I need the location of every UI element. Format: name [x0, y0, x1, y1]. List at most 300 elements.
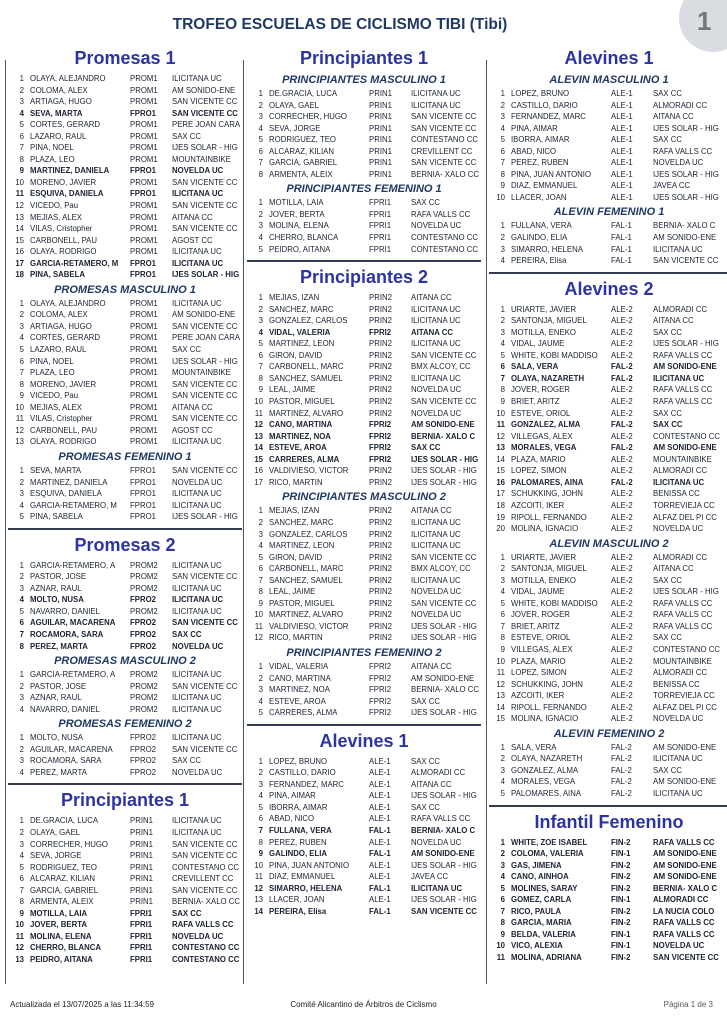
rider-row: [489, 180, 727, 192]
rider-name: MORALES, VEGA: [511, 777, 576, 787]
rider-rank: 4: [19, 767, 24, 777]
rider-club: SAX CC: [411, 198, 441, 208]
rider-rank: 7: [258, 825, 263, 835]
rider-rank: 2: [19, 310, 24, 320]
rider-rank: 4: [500, 587, 505, 597]
column-alevines: [489, 44, 727, 964]
rider-club: ALMORADI CC: [653, 466, 708, 476]
rider-club: SAN VICENTE CC: [653, 953, 719, 962]
rider-club: IJES SOLAR - HIG: [411, 621, 477, 631]
rider-name: WHITE, ZOE ISABEL: [511, 837, 588, 847]
rider-row: [247, 696, 481, 708]
rider-category: ALE-1: [369, 779, 391, 789]
rider-rank: 9: [500, 644, 505, 654]
rider-category: FPRI1: [369, 244, 392, 254]
rider-category: ALE-1: [369, 756, 391, 766]
rider-club: BERNIA- XALO C: [653, 883, 718, 893]
rider-name: COLOMA, ALEX: [30, 310, 88, 320]
rider-row: [489, 100, 727, 112]
rider-club: SAX CC: [172, 756, 202, 766]
rider-name: SANTONJA, MIGUEL: [511, 316, 587, 326]
rider-club: SAX CC: [653, 633, 683, 643]
rider-club: ILICITANA UC: [172, 189, 224, 199]
rider-category: ALE-1: [369, 872, 391, 882]
rider-row: [489, 488, 727, 500]
rider-rank: 14: [254, 443, 263, 453]
rider-club: AITANA CC: [411, 661, 452, 671]
rider-club: SAN VICENTE CC: [172, 851, 238, 861]
rider-name: DE.GRACIA, LUCA: [30, 816, 99, 826]
rider-rank: 5: [258, 135, 263, 145]
rider-club: ILICITANA UC: [653, 754, 703, 764]
rider-rank: 7: [500, 158, 505, 168]
rider-rank: 3: [500, 765, 505, 775]
rider-club: AITANA CC: [411, 293, 452, 303]
rider-row: [489, 837, 727, 849]
rider-rank: 13: [496, 691, 505, 701]
rider-category: FIN-1: [611, 895, 631, 905]
rider-category: PRIN2: [369, 397, 392, 407]
rider-name: ROCAMORA, SARA: [30, 629, 104, 639]
rider-club: SAN VICENTE CC: [411, 552, 477, 562]
rider-club: IJES SOLAR - HIG: [411, 454, 479, 464]
rider-row: [489, 465, 727, 477]
rider-club: SAN VICENTE CC: [172, 572, 238, 582]
rider-category: PRIN1: [369, 100, 392, 110]
rider-category: PRIN1: [130, 885, 153, 895]
rider-row: [247, 123, 481, 135]
rider-category: PROM2: [130, 693, 158, 703]
rider-club: SAN VICENTE CC: [172, 391, 238, 401]
rider-row: [247, 802, 481, 814]
rider-name: GALINDO, ELIA: [511, 233, 568, 243]
rider-category: PROM1: [130, 177, 158, 187]
rider-club: RAFA VALLS CC: [653, 837, 715, 847]
rider-club: SAX CC: [411, 696, 441, 706]
rider-rank: 9: [19, 166, 24, 176]
rider-category: FIN-2: [611, 906, 631, 916]
rider-row: [247, 505, 481, 517]
section-title: Alevines 2: [564, 278, 654, 299]
rider-category: FAL-1: [369, 883, 391, 893]
rider-rank: 12: [496, 431, 505, 441]
rider-category: FPRI1: [369, 221, 392, 231]
rider-rank: 1: [258, 293, 263, 303]
rider-rank: 12: [15, 425, 24, 435]
rider-category: FPRO1: [130, 477, 156, 487]
rider-category: FPRI1: [130, 943, 153, 953]
rider-rank: 8: [19, 897, 24, 907]
rider-rank: 1: [500, 89, 505, 98]
rider-name: COLOMA, ALEX: [30, 85, 88, 95]
rider-name: GARCIA, MARIA: [511, 918, 572, 928]
rider-rank: 3: [500, 860, 505, 870]
rider-club: AITANA CC: [172, 402, 213, 412]
rider-club: IJES SOLAR - HIG: [172, 512, 238, 522]
rider-category: PRIN1: [369, 169, 392, 179]
rider-category: PROM2: [130, 560, 158, 570]
rider-category: PRIN2: [369, 362, 392, 372]
rider-row: [247, 146, 481, 158]
rider-club: CONTESTANO CC: [172, 862, 239, 872]
rider-club: SAN VICENTE CC: [411, 112, 477, 122]
rider-row: [489, 220, 727, 232]
rider-rank: 4: [19, 851, 24, 861]
column-promesas: [8, 44, 242, 966]
rider-rank: 4: [500, 777, 505, 787]
rider-row: [489, 169, 727, 181]
rider-rank: 9: [500, 397, 505, 407]
rider-category: FIN-2: [611, 837, 631, 847]
rider-name: OLAYA, ALEJANDRO: [30, 298, 106, 308]
rider-club: CONTESTANO CC: [411, 233, 478, 243]
rider-club: AM SONIDO-ENE: [653, 860, 717, 870]
rider-rank: 8: [500, 918, 505, 928]
rider-category: PRIN1: [369, 89, 392, 98]
rider-category: ALE-2: [611, 621, 633, 631]
rider-club: ALMORADI CC: [653, 895, 709, 905]
rider-row: [489, 776, 727, 788]
rider-club: BMX ALCOY, CC: [411, 362, 471, 372]
rider-rank: 14: [254, 906, 263, 916]
rider-rank: 6: [258, 564, 263, 574]
rider-row: [489, 940, 727, 952]
rider-row: [247, 632, 481, 644]
rider-club: SAX CC: [172, 131, 202, 141]
rider-category: FPRI1: [369, 209, 392, 219]
rider-row: [8, 594, 242, 606]
rider-name: DE.GRACIA, LUCA: [269, 89, 338, 98]
rider-category: ALE-1: [611, 135, 633, 145]
rider-name: LAZARO, RAUL: [30, 131, 87, 141]
subsection-title: PROMESAS MASCULINO 1: [54, 283, 196, 296]
rider-club: ALMORADI CC: [653, 100, 708, 110]
rider-club: JAVEA CC: [653, 181, 691, 191]
rider-name: CANO, MARTINA: [269, 673, 331, 683]
rider-category: FIN-2: [611, 918, 631, 928]
rider-name: ESTEVE, ORIOL: [511, 633, 571, 643]
rider-row: [489, 702, 727, 714]
rider-row: [247, 111, 481, 123]
rider-category: ALE-1: [611, 181, 633, 191]
section-title: Infantil Femenino: [534, 811, 684, 832]
rider-club: IJES SOLAR - HIG: [411, 895, 477, 905]
rider-name: VIDAL, VALERIA: [269, 661, 329, 671]
rider-rank: 4: [19, 108, 24, 118]
rider-category: PROM1: [130, 201, 158, 211]
rider-category: ALE-1: [611, 89, 633, 98]
rider-club: IJES SOLAR - HIG: [653, 123, 719, 133]
rider-category: ALE-2: [611, 408, 633, 418]
rider-row: [8, 583, 242, 595]
rider-rank: 8: [19, 154, 24, 164]
rider-name: AGUILAR, MACARENA: [30, 618, 116, 628]
rider-rank: 4: [19, 595, 24, 605]
rider-name: PINA, AIMAR: [269, 791, 316, 801]
rider-name: PLAZA, LEO: [30, 368, 75, 378]
rider-name: GARCIA-RETAMERO, M: [30, 500, 117, 510]
rider-name: SANCHEZ, SAMUEL: [269, 373, 343, 383]
rider-row: [8, 425, 242, 437]
rider-club: BENISSA CC: [653, 489, 700, 499]
rider-row: [247, 894, 481, 906]
rider-row: [8, 704, 242, 716]
rider-rank: 3: [500, 244, 505, 254]
rider-club: SAN VICENTE CC: [172, 414, 238, 424]
rider-category: FIN-2: [611, 883, 631, 893]
rider-category: ALE-2: [611, 466, 633, 476]
rider-name: BELDA, VALERIA: [511, 929, 576, 939]
rider-rank: 16: [254, 466, 263, 476]
subsection-title: ALEVIN FEMENINO 2: [553, 727, 665, 740]
rider-row: [8, 942, 242, 954]
rider-name: BRIET, ARITZ: [511, 397, 560, 407]
rider-row: [8, 85, 242, 97]
rider-category: ALE-1: [611, 146, 633, 156]
rider-name: MOLINA, ELENA: [30, 931, 92, 941]
rider-name: ESTEVE, AROA: [269, 443, 327, 453]
rider-category: FAL-2: [611, 765, 632, 775]
rider-rank: 16: [15, 247, 24, 257]
rider-row: [247, 563, 481, 575]
rider-row: [247, 586, 481, 598]
rider-category: PROM2: [130, 583, 158, 593]
rider-name: GONZALEZ, ALMA: [511, 765, 579, 775]
rider-row: [489, 419, 727, 431]
rider-row: [489, 442, 727, 454]
rider-row: [8, 356, 242, 368]
rider-name: PASTOR, JOSE: [30, 572, 87, 582]
rider-row: [489, 894, 727, 906]
rider-category: PRIN2: [369, 466, 392, 476]
rider-club: IJES SOLAR - HIG: [172, 143, 238, 153]
rider-club: RAFA VALLS CC: [653, 146, 713, 156]
rider-row: [247, 575, 481, 587]
rider-row: [8, 827, 242, 839]
rider-category: ALE-2: [611, 714, 633, 724]
column-separator: [243, 60, 244, 984]
rider-rank: 9: [19, 391, 24, 401]
rider-category: PRIN2: [369, 575, 392, 585]
rider-rank: 11: [496, 668, 505, 678]
rider-row: [247, 220, 481, 232]
rider-club: BENISSA CC: [653, 679, 700, 689]
rider-rank: 10: [496, 408, 505, 418]
rider-name: CANO, AINHOA: [511, 872, 569, 882]
rider-club: AM SONIDO-ENE: [653, 233, 717, 243]
rider-category: FPRI1: [369, 233, 392, 243]
rider-category: ALE-2: [611, 489, 633, 499]
rider-name: PEREZ, MARTA: [30, 641, 88, 651]
rider-name: VIDAL, JAUME: [511, 587, 565, 597]
rider-rank: 2: [500, 754, 505, 764]
rider-row: [8, 413, 242, 425]
rider-row: [247, 292, 481, 304]
rider-row: [247, 756, 481, 768]
rider-club: ILICITANA UC: [653, 244, 703, 254]
rider-rank: 5: [19, 512, 24, 522]
rider-club: SAX CC: [653, 575, 683, 585]
rider-club: SAN VICENTE CC: [172, 108, 238, 118]
rider-row: [489, 123, 727, 135]
rider-category: PRIN1: [369, 112, 392, 122]
rider-club: ILICITANA UC: [172, 489, 222, 499]
rider-row: [8, 223, 242, 235]
rider-club: SAN VICENTE CC: [172, 744, 238, 754]
rider-rank: 8: [258, 373, 263, 383]
rider-name: PEIDRO, AITANA: [30, 955, 93, 964]
rider-rank: 13: [254, 895, 263, 905]
rider-row: [489, 860, 727, 872]
rider-category: FAL-2: [611, 362, 633, 372]
rider-club: IJES SOLAR - HIG: [172, 356, 238, 366]
rider-club: CREVILLENT CC: [411, 146, 473, 156]
rider-row: [247, 883, 481, 895]
rider-name: PALOMARES, AINA: [511, 788, 582, 798]
rider-category: ALE-2: [611, 385, 633, 395]
rider-name: MOLINES, SARAY: [511, 883, 578, 893]
rider-club: AGOST CC: [172, 235, 213, 245]
rider-rank: 3: [19, 693, 24, 703]
rider-name: MORALES, VEGA: [511, 443, 577, 453]
rider-category: FPRI2: [369, 708, 392, 718]
rider-row: [489, 454, 727, 466]
rider-rank: 3: [19, 97, 24, 107]
rider-name: SALA, VERA: [511, 362, 559, 372]
rider-rank: 1: [500, 742, 505, 752]
rider-row: [489, 788, 727, 800]
rider-row: [489, 742, 727, 754]
rider-name: VIDAL, JAUME: [511, 339, 565, 349]
rider-club: AM SONIDO-ENE: [172, 310, 236, 320]
rider-name: ABAD, NICO: [511, 146, 557, 156]
rider-club: ILICITANA UC: [172, 74, 222, 83]
subsection-title: PRINCIPIANTES MASCULINO 1: [282, 74, 446, 86]
rider-category: PROM1: [130, 212, 158, 222]
rider-name: SANCHEZ, MARC: [269, 304, 334, 314]
rider-row: [8, 402, 242, 414]
rider-category: FAL-2: [611, 777, 632, 787]
rider-rank: 13: [496, 443, 505, 453]
rider-name: RICO, MARTIN: [269, 477, 323, 487]
rider-club: ILICITANA UC: [411, 100, 461, 110]
rider-rank: 2: [19, 681, 24, 691]
rider-category: FAL-2: [611, 373, 633, 383]
rider-category: PRIN1: [130, 897, 153, 907]
rider-category: ALE-2: [611, 575, 633, 585]
rider-name: FERNANDEZ, MARC: [269, 779, 344, 789]
rider-row: [247, 244, 481, 256]
rider-row: [8, 560, 242, 572]
rider-rank: 6: [500, 895, 505, 905]
rider-club: BERNIA- XALO CC: [411, 169, 480, 179]
rider-category: ALE-2: [611, 397, 633, 407]
rider-category: PRIN1: [369, 158, 392, 168]
rider-row: [247, 304, 481, 316]
rider-club: LA NUCIA COLO: [653, 906, 715, 916]
rider-rank: 4: [258, 233, 263, 243]
rider-name: PINA, AIMAR: [511, 123, 558, 133]
rider-rank: 3: [258, 529, 263, 539]
rider-row: [8, 309, 242, 321]
subsection-title: PRINCIPIANTES FEMENINO 1: [286, 183, 442, 196]
rider-club: AITANA CC: [411, 506, 452, 516]
rider-club: ILICITANA UC: [172, 583, 222, 593]
rider-rank: 10: [15, 920, 24, 930]
rider-name: PINA, NOEL: [30, 143, 74, 153]
rider-club: ILICITANA UC: [653, 373, 705, 383]
rider-category: ALE-2: [611, 644, 633, 654]
rider-rank: 14: [496, 702, 505, 712]
rider-row: [247, 384, 481, 396]
rider-rank: 7: [258, 575, 263, 585]
rider-name: VALDIVIESO, VICTOR: [269, 621, 349, 631]
rider-name: DIAZ, EMMANUEL: [511, 181, 578, 191]
rider-rank: 12: [496, 679, 505, 689]
rider-row: [8, 692, 242, 704]
rider-name: OLAYA, RODRIGO: [30, 247, 97, 257]
rider-rank: 8: [500, 385, 505, 395]
rider-row: [489, 232, 727, 244]
rider-name: JOVER, ROGER: [511, 385, 570, 395]
rider-name: SEVA, MARTA: [30, 108, 83, 118]
rider-name: SANCHEZ, SAMUEL: [269, 575, 343, 585]
rider-rank: 6: [19, 131, 24, 141]
rider-name: MOLINA, IGNACIO: [511, 524, 579, 534]
rider-category: ALE-2: [611, 656, 633, 666]
rider-name: ESQUIVA, DANIELA: [30, 189, 104, 199]
rider-rank: 7: [500, 906, 505, 916]
section-title: Alevines 1: [319, 730, 409, 751]
rider-category: ALE-2: [611, 610, 633, 620]
rider-name: MARTINEZ, NOA: [269, 685, 330, 695]
rider-club: ILICITANA UC: [172, 437, 222, 447]
rider-name: SANCHEZ, MARC: [269, 517, 334, 527]
rider-club: PERE JOAN CARA: [172, 333, 241, 343]
rider-name: ALCARAZ, KILIAN: [269, 146, 334, 156]
rider-row: [8, 617, 242, 629]
rider-rank: 1: [19, 560, 24, 570]
rider-category: ALE-1: [611, 192, 633, 202]
rider-name: ALCARAZ, KILIAN: [30, 874, 95, 884]
rider-club: SAN VICENTE CC: [411, 158, 477, 168]
rider-row: [489, 523, 727, 535]
rider-category: FPRO2: [130, 744, 156, 754]
rider-row: [247, 100, 481, 112]
rider-rank: 17: [254, 477, 263, 487]
rider-rank: 2: [19, 477, 24, 487]
rider-category: FPRO2: [130, 733, 156, 743]
rider-rank: 16: [496, 477, 505, 487]
rider-club: AM SONIDO-ENE: [653, 849, 717, 859]
rider-name: PEREIRA, Elisa: [269, 906, 327, 916]
rider-rank: 7: [258, 158, 263, 168]
rider-row: [489, 952, 727, 964]
rider-row: [247, 431, 481, 443]
rider-club: IJES SOLAR - HIG: [411, 791, 477, 801]
rider-row: [489, 373, 727, 385]
rider-club: AM SONIDO-ENE: [411, 673, 475, 683]
rider-category: ALE-1: [369, 791, 391, 801]
subsection-title: ALEVIN MASCULINO 2: [549, 537, 669, 550]
rider-row: [8, 390, 242, 402]
rider-name: MOLINA, ADRIANA: [511, 953, 582, 962]
rider-category: FPRI2: [369, 431, 392, 441]
rider-row: [247, 673, 481, 685]
rider-rank: 20: [496, 524, 505, 534]
rider-name: ARMENTA, ALEIX: [269, 169, 333, 179]
rider-rank: 5: [258, 244, 263, 254]
